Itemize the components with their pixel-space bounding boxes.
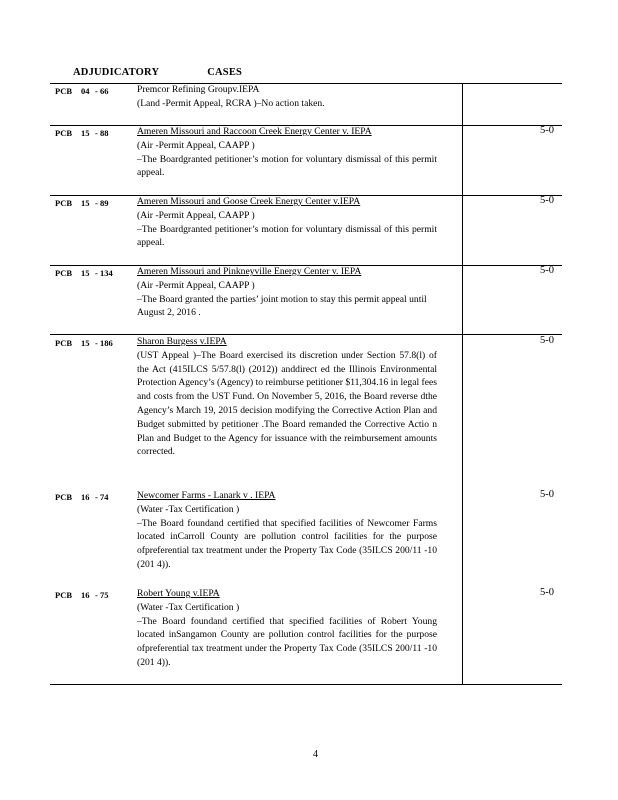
case-description: –The Board granted the parties’ joint motion to stay this permit appeal until August 2, 2016 . bbox=[137, 293, 427, 319]
case-id bbox=[55, 198, 109, 208]
case-entry bbox=[137, 265, 437, 320]
case-description: –The Board foundand certified that specified facilities of Newcomer Farms located inCarroll County are pollution control facilities for the purpose ofpreferential tax treatment under the Property Tax Code (35ILCS 200/11 -10 (201 4)). bbox=[137, 517, 437, 570]
column-divider bbox=[462, 83, 463, 125]
column-divider bbox=[462, 335, 463, 685]
case-description: –The Boardgranted petitioner’s motion for voluntary dismissal of this permit appeal. bbox=[137, 223, 437, 249]
case-number-seq: - 186 bbox=[95, 338, 113, 348]
case-entry bbox=[137, 83, 437, 111]
case-title: Sharon Burgess v.IEPA bbox=[137, 336, 227, 347]
case-number-year: 04 bbox=[81, 86, 90, 96]
case-number-seq: - 75 bbox=[95, 590, 109, 600]
case-number-year: 15 bbox=[81, 338, 90, 348]
case-title: Ameren Missouri and Goose Creek Energy Center v.IEPA bbox=[137, 196, 361, 207]
case-entry bbox=[137, 195, 437, 250]
vote-result: 5-0 bbox=[540, 125, 554, 136]
column-divider bbox=[462, 126, 463, 195]
case-number-year: 15 bbox=[81, 128, 90, 138]
case-entry bbox=[137, 587, 437, 670]
case-id bbox=[55, 492, 109, 502]
page-number: 4 bbox=[313, 749, 318, 760]
case-number-year: 16 bbox=[81, 590, 90, 600]
case-entry bbox=[137, 489, 437, 572]
case-id bbox=[55, 338, 113, 348]
vote-result: 5-0 bbox=[540, 587, 554, 598]
case-entry bbox=[137, 335, 437, 459]
case-number-seq: - 134 bbox=[95, 268, 113, 278]
case-type: (Air -Permit Appeal, CAAPP ) bbox=[137, 279, 255, 291]
case-id bbox=[55, 86, 109, 96]
case-entry bbox=[137, 125, 437, 180]
table-bottom-rule bbox=[50, 684, 562, 685]
vote-result: 5-0 bbox=[540, 265, 554, 276]
case-number-seq: - 66 bbox=[95, 86, 109, 96]
vote-result: 5-0 bbox=[540, 195, 554, 206]
case-title: Premcor Refining Groupv.IEPA bbox=[137, 84, 260, 95]
case-prefix: PCB bbox=[55, 128, 72, 138]
column-divider bbox=[462, 266, 463, 334]
case-number-year: 15 bbox=[81, 198, 90, 208]
case-title: Ameren Missouri and Raccoon Creek Energy Center v. IEPA bbox=[137, 126, 372, 137]
case-prefix: PCB bbox=[55, 86, 72, 96]
case-description: –The Board foundand certified that specified facilities of Robert Young located inSangamon County are pollution control facilities for the purpose ofpreferential tax treatment under the Property Tax Code (35ILCS 200/11 -10 (201 4)). bbox=[137, 615, 437, 668]
case-prefix: PCB bbox=[55, 590, 72, 600]
section-title-word-1: ADJUDICATORY bbox=[73, 67, 160, 78]
case-prefix: PCB bbox=[55, 268, 72, 278]
section-title bbox=[73, 67, 242, 78]
case-type: (Air -Permit Appeal, CAAPP ) bbox=[137, 139, 255, 151]
case-title: Ameren Missouri and Pinkneyville Energy Center v. IEPA bbox=[137, 266, 362, 277]
case-description: –The Boardgranted petitioner’s motion for voluntary dismissal of this permit appeal. bbox=[137, 153, 437, 179]
case-number-year: 16 bbox=[81, 492, 90, 502]
case-title: Newcomer Farms - Lanark v . IEPA bbox=[137, 490, 276, 501]
case-type: (Water -Tax Certification ) bbox=[137, 601, 240, 613]
case-id bbox=[55, 268, 113, 278]
vote-result: 5-0 bbox=[540, 489, 554, 500]
case-type: (Water -Tax Certification ) bbox=[137, 503, 240, 515]
case-id bbox=[55, 128, 109, 138]
section-title-word-2: CASES bbox=[207, 67, 243, 78]
case-type: (Land -Permit Appeal, RCRA )–No action taken. bbox=[137, 97, 325, 109]
case-number-seq: - 74 bbox=[95, 492, 109, 502]
case-title: Robert Young v.IEPA bbox=[137, 588, 220, 599]
case-type: (Air -Permit Appeal, CAAPP ) bbox=[137, 209, 255, 221]
case-prefix: PCB bbox=[55, 492, 72, 502]
case-number-year: 15 bbox=[81, 268, 90, 278]
case-number-seq: - 88 bbox=[95, 128, 109, 138]
column-divider bbox=[462, 196, 463, 265]
case-id bbox=[55, 590, 109, 600]
case-description: (UST Appeal )–The Board exercised its discretion under Section 57.8(l) of the Act (415ILCS 5/57.8(l) (2012)) anddirect ed the Illinois Environmental Protection Agency’s (Agency) to reimburse petitioner $11,304.16 in legal fees and costs from the UST Fund. On November 5, 2016, the Board reverse dthe Agency’s March 19, 2015 decision modifying the Corrective Action Plan and Budget submitted by petitioner .The Board remanded the Corrective Actio n Plan and Budget to the Agency for issuance with the reimbursement amounts corrected. bbox=[137, 349, 437, 458]
vote-result: 5-0 bbox=[540, 335, 554, 346]
case-prefix: PCB bbox=[55, 198, 72, 208]
case-number-seq: - 89 bbox=[95, 198, 109, 208]
case-prefix: PCB bbox=[55, 338, 72, 348]
